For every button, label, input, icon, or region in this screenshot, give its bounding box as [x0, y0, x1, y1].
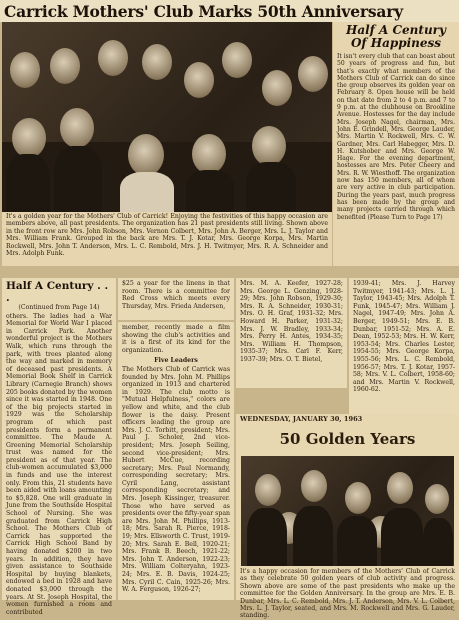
top-caption: It's a golden year for the Mothers' Club of Carrick! Enjoying the festivities of this happy occasion are members above, all past presidents. The organization has 21 past presidents still living. Shown above in the front row are Mrs. John Robson, Mrs. Vernon Colbert, Mrs. John A. Berger, Mrs. L. J. Taylor and Mrs. William Frank. Grouped in the back are Mrs. T. J. Kotar, Mrs. George Korpa, Mrs. Martin Rockwell, Mrs. John T. Anderson, Mrs. L. C. Rembold, Mrs. J. H. Twitmyer, Mrs. R. A. Schneider and Mrs. Adolph Funk.	[6, 213, 328, 258]
blank-area	[236, 390, 347, 412]
headline: Carrick Mothers' Club Marks 50th Anniversary	[4, 2, 403, 21]
dateline: WEDNESDAY, JANUARY 30, 1963	[240, 415, 363, 423]
continued-note: (Continued from Page 14)	[18, 304, 100, 311]
column-two-top-text: $25 a year for the linens in that room. There is a committee for Red Cross which meets every Thursday, Mrs. Frieda Andersen,	[122, 280, 230, 310]
golden-years-clipping	[236, 414, 459, 620]
column-four-text: 1939-41; Mrs. J. Harvey Twitmyer, 1941-43; Mrs. L. J. Taylor, 1943-45; Mrs. Adolph T. Funk, 1945-47; Mrs. William J. Nagel, 1947-49; Mrs. John A. Berger, 1949-51; Mrs. E. B. Dunbar, 1951-52; Mrs. A. E. Dean, 1952-53; Mrs. H. W. Kerr, 1953-54; Mrs. Charles Lester, 1954-55; Mrs. George Korpa, 1955-56; Mrs. L. C. Rembold, 1956-57; Mrs. T. J. Kotar, 1957-58; Mrs. V. L. Colbert, 1958-60; and Mrs. Martin V. Rockwell, 1960-62.	[353, 280, 455, 394]
top-right-text: It isn't every club that can boast about 50 years of progress and fun, but that's exactly what members of the Mothers Club of Carrick can do since the group observes its golden year on February 8. Open house will be held on that date from 2 to 4 p.m. and 7 to 9 p.m. at the clubhouse on Brookline Avenue. Hostesses for the day include Mrs. Joseph Nagel, chairman, Mrs. John E. Grindell, Mrs. George Lauder, Mrs. Martin V. Rockwell, Mrs. C. W. Gardner, Mrs. Carl Habegger, Mrs. D. H. Kutshober and Mrs. George W. Hage. For the evening department, hostesses are Mrs. Peter Cheery and Mrs. R. W. Wiesthoff. The organization now has 150 members, all of whom are very active in club participation. During the years past, much progress has been made by the group and many projects carried through which benefited (Please Turn to Page 17)	[337, 53, 455, 221]
golden-years-head: 50 Golden Years	[279, 429, 416, 448]
column-three	[236, 278, 347, 388]
column-two-text: member, recently made a film showing the club's activities and it is a first of its kind for the organization.	[122, 324, 230, 354]
top-right-column	[333, 22, 459, 266]
golden-years-caption: It's a happy occasion for members of the Mothers' Club of Carrick as they celebrate 50 golden years of club activity and progress. Shown above are some of the past presidents who make up the committee for the Golden Anniversary. In the group are Mrs. E. B. Dunbar, Mrs. L. C. Rembold, Mrs. J. T. Anderson, Mrs. V. L. Colbert, Mrs. L. J. Taylor, seated, and Mrs. M. Rockwell and Mrs. G. Lauder, standing.	[240, 568, 455, 620]
continued-text: others. The ladies had a War Memorial for World War I placed in Carrick Park. Another wonderful project is the Mothers Walk, which runs through the park, with trees planted along the way and marked in memory of deceased past presidents. A Memorial Book Shelf in Carrick Library (Carnegie Branch) shows 205 books donated by the women since it was started in 1948. One of the big projects started in 1929 was the Scholarship program of which past presidents form a permanent committee. The Maude A. Greening Memorial Scholarship trust was named for the president as of that year. The club-women accumulated $3,000 in funds and use the interest only. From this, 21 students have been aided with loans amounting to $5,828. One will graduate in June from the Southside Hospital School of Nursing. She was graduated from Carrick High School. The Mothers Club of Carrick has supported the Carrick High School Band by having donated $200 in two years. In addition, they have given assistance to Southside Hospital by buying blankets, endowed a bed in 1928 and have donated $3,000 through the years. At St. Joseph Hospital, the women furnished a room and contributed	[6, 312, 112, 616]
column-three-text: Mrs. M. A. Keefer, 1927-28; Mrs. George L. Genzing, 1928-29; Mrs. John Robson, 1929-30; Mrs. R. A. Schneider, 1930-31; Mrs. O. H. Graf, 1931-32; Mrs. Howard H. Parker, 1931-32; Mrs. J. W. Bradley, 1933-34; Mrs. Perry H. Antes, 1934-35; Mrs. William H. Thompson, 1935-37; Mrs. Carl F. Kerr, 1937-39; Mrs. O. T. Bietel,	[240, 280, 343, 363]
golden-years-photo	[241, 456, 454, 566]
five-leaders-head: Five Leaders	[154, 357, 198, 365]
continued-headline: Half A Century . . .	[6, 280, 109, 304]
subhead: Half A Century Of Happiness	[346, 23, 446, 50]
column-two	[118, 322, 234, 600]
headline-bar	[0, 0, 459, 22]
continued-article	[2, 278, 116, 616]
column-two-text-2: The Mothers Club of Carrick was founded by Mrs. John M. Phillips organized in 1913 and chartered in 1929. The club motto is "Mutual Helpfulness," colors are yellow and white, and the club flower is the daisy. Present officers leading the group are Mrs. J. C. Torbitt, president; Mrs. Paul J. Scholer, 2nd vice-president; Mrs. Joseph Seiling, second vice-president; Mrs. Hubert McCue, recording secretary; Mrs. Paul Normandy, corresponding secretary; Mrs. Cyril Lang, assistant corresponding secretary; and Mrs. Joseph Kissinger, treasurer. Those who have served as presidents over the fifty-year span are Mrs. John M. Phillips, 1913-18; Mrs. Sarah R. Pierce, 1918-19; Mrs. Ellsworth C. Trust, 1919-20; Mrs. Sarah E. Bell, 1920-21; Mrs. Frank B. Beech, 1921-22; Mrs. John T. Anderson, 1922-23; Mrs. William Colteryahn, 1923-24; Mrs. E. B. Davis, 1924-25; Mrs. Cyril C. Cain, 1925-26; Mrs. W. A. Ferguson, 1926-27;	[122, 365, 230, 594]
top-caption-block	[2, 212, 332, 266]
column-two-top	[118, 278, 234, 320]
top-group-photo	[2, 22, 332, 212]
column-four	[349, 278, 459, 414]
